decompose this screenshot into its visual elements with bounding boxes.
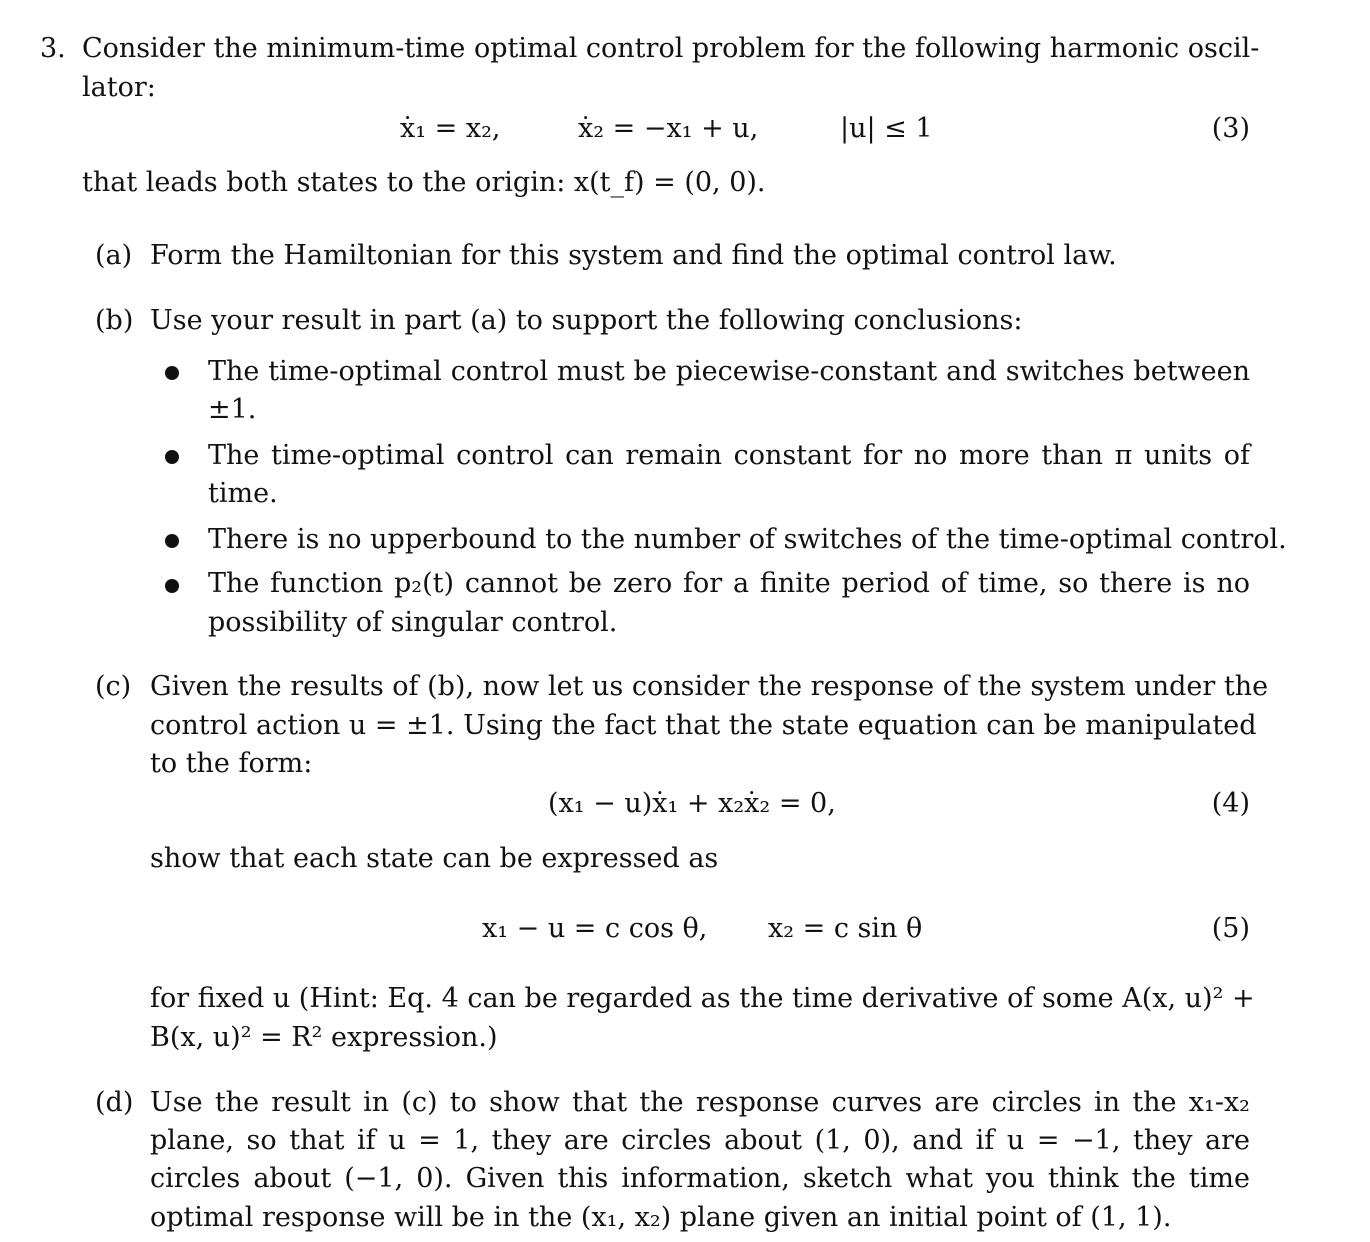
bullet-4-line2: possibility of singular control.	[208, 607, 618, 638]
part-c-line3: to the form:	[150, 748, 313, 779]
bullet-4-line1: The function p₂(t) cannot be zero for a finite period of time, so there is no	[208, 568, 1250, 599]
bullet-1-marker	[165, 366, 179, 380]
equation-4: (x₁ − u)ẋ₁ + x₂ẋ₂ = 0,	[548, 788, 836, 819]
part-c-line1: Given the results of (b), now let us consider the response of the system under the	[150, 671, 1269, 702]
bullet-3-line1: There is no upperbound to the number of switches of the time-optimal control.	[208, 524, 1287, 555]
part-d-line3: circles about (−1, 0). Given this information, sketch what you think the time	[150, 1163, 1250, 1194]
bullet-4-marker	[165, 579, 179, 593]
part-c-line2: control action u = ±1. Using the fact that the state equation can be manipulated	[150, 710, 1257, 741]
problem-number: 3.	[40, 33, 66, 64]
equation-5-part2: x₂ = c sin θ	[768, 913, 923, 944]
part-a-label: (a)	[95, 240, 133, 271]
equation-5-number: (5)	[1211, 913, 1250, 944]
part-d-label: (d)	[95, 1087, 134, 1118]
part-d-line4: optimal response will be in the (x₁, x₂) plane given an initial point of (1, 1).	[150, 1202, 1172, 1233]
bullet-2-line1: The time-optimal control can remain constant for no more than π units of	[208, 440, 1250, 471]
part-b-text: Use your result in part (a) to support the following conclusions:	[150, 305, 1023, 336]
bullet-2-line2: time.	[208, 478, 278, 509]
equation-4-number: (4)	[1211, 788, 1250, 819]
part-c-line4: show that each state can be expressed as	[150, 843, 719, 874]
part-a-text: Form the Hamiltonian for this system and find the optimal control law.	[150, 240, 1117, 271]
bullet-2-marker	[165, 450, 179, 464]
equation-5-part1: x₁ − u = c cos θ,	[482, 913, 708, 944]
equation-3-part3: |u| ≤ 1	[840, 113, 933, 144]
part-c-line6: B(x, u)² = R² expression.)	[150, 1022, 498, 1053]
problem-intro-line2: lator:	[82, 72, 156, 103]
bullet-1-line1: The time-optimal control must be piecewise-constant and switches between	[208, 356, 1250, 387]
equation-3-number: (3)	[1211, 113, 1250, 144]
bullet-1-line2: ±1.	[208, 394, 257, 425]
part-d-line1: Use the result in (c) to show that the response curves are circles in the x₁-x₂	[150, 1087, 1250, 1118]
part-b-label: (b)	[95, 305, 134, 336]
part-c-line5: for fixed u (Hint: Eq. 4 can be regarded as the time derivative of some A(x, u)² +	[150, 983, 1255, 1014]
part-d-line2: plane, so that if u = 1, they are circles about (1, 0), and if u = −1, they are	[150, 1125, 1250, 1156]
equation-3-part2: ẋ₂ = −x₁ + u,	[578, 113, 759, 144]
equation-3-part1: ẋ₁ = x₂,	[400, 113, 501, 144]
problem-intro-line1: Consider the minimum-time optimal control problem for the following harmonic oscil-	[82, 33, 1260, 64]
problem-goal-line: that leads both states to the origin: x(t_f) = (0, 0).	[82, 167, 766, 198]
bullet-3-marker	[165, 534, 179, 548]
part-c-label: (c)	[95, 671, 132, 702]
